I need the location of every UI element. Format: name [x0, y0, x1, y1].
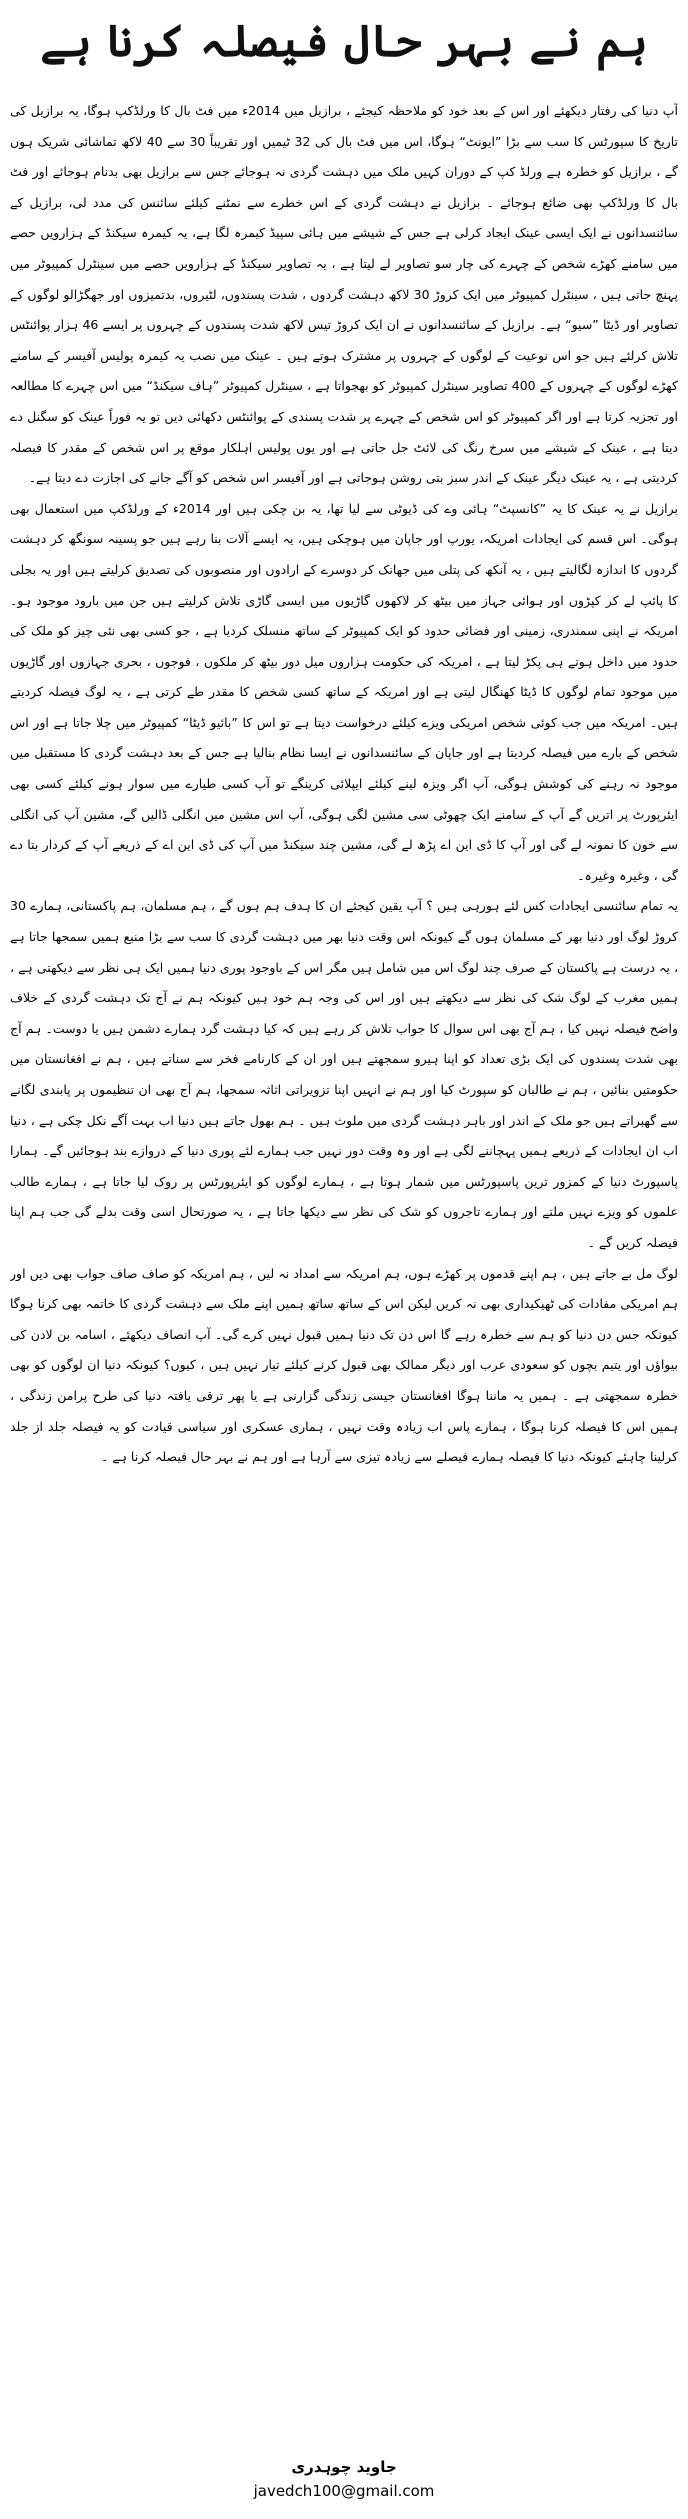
article-paragraph: برازیل نے یہ عینک کا یہ ”کانسپٹ“ ہائی وے کی ڈیوٹی سے لیا تھا، یہ بن چکی ہیں اور 2014ء کے ورلڈکپ میں استعمال بھی ہوگی۔ اس قسم کی ایجادات امریکہ، یورپ اور جاپان میں ہوچکی ہیں، یہ ایسے آلات بنا رہے ہیں جو پسینہ سونگھ کر دہشت گردوں کا اندازہ لگالیتے ہیں ، یہ آنکھ کی پتلی میں جھانک کر دوسرے کے ارادوں اور منصوبوں کی تصدیق کرلیتے ہیں اور یہ بجلی کا پائپ لے کر کپڑوں اور ہوائی جہاز میں بیٹھ کر لاکھوں گاڑیوں میں ایسی گاڑی تلاش کرلیتے ہیں جن میں بارود موجود ہو۔ امریکہ نے اپنی سمندری، زمینی اور فضائی حدود کو ایک کمپیوٹر کے ساتھ منسلک کردیا ہے ، جو کسی بھی نئی چیز کو ملک کی حدود میں داخل ہوتے ہی پکڑ لیتا ہے ، امریکہ کی حکومت ہزاروں میل دور بیٹھ کر ملکوں ، فوجوں ، بحری جہازوں اور گاڑیوں میں موجود تمام لوگوں کا ڈیٹا کھنگال لیتی ہے اور امریکہ کے ساتھ کسی شخص کا مقدر طے کرتی ہے ، یہ لوگ فیصلہ کردیتے ہیں۔ امریکہ میں جب کوئی شخص امریکی ویزے کیلئے درخواست دیتا ہے تو اس کا ”بائیو ڈیٹا“ کمپیوٹر میں چلا جاتا ہے اور اس شخص کے بارے میں فیصلہ کردیتا ہے اور جاپان کے سائنسدانوں نے ایسا نظام بنالیا ہے جس کے بعد دہشت گردی کا مستقبل میں موجود نہ رہنے کی کوشش ہوگی، آپ اگر ویزہ لینے کیلئے ایپلائی کرینگے تو آپ کسی طیارے میں سوار ہونے کیلئے کسی بھی ایئرپورٹ پر اتریں گے آپ کے سامنے ایک چھوٹی سی مشین لگی ہوگی، آپ اس مشین میں انگلی ڈالیں گے، مشین آپ کی انگلی سے خون کا نمونہ لے گی اور آپ کا ڈی این اے پڑھ لے گی، مشین چند سیکنڈ میں آپ کی ڈی این اے کے ذریعے آپ کے کردار بتا دے گی ، وغیرہ وغیرہ۔ [10, 500, 678, 883]
headline: ہم نے بہر حال فیصلہ کرنا ہے [40, 15, 648, 67]
article-paragraph: لوگ مل بے جاتے ہیں ، ہم اپنے قدموں پر کھڑے ہوں، ہم امریکہ سے امداد نہ لیں ، ہم امریکہ کو صاف صاف جواب بھی دیں اور ہم امریکی مفادات کی ٹھیکیداری بھی نہ کریں لیکن اس کے ساتھ ساتھ ہمیں اپنے ملک سے دہشت گردی کا خاتمہ بھی کرنا ہوگا کیونکہ جس دن دنیا کو ہم سے خطرہ رہے گا اس دن تک دنیا ہمیں قبول نہیں کرے گی۔ آپ انصاف دیکھئے ، اسامہ بن لادن کی بیواؤں اور یتیم بچوں کو سعودی عرب اور دیگر ممالک بھی قبول کرنے کیلئے تیار نہیں ہیں ، کیوں؟ کیونکہ دنیا ان لوگوں کو بھی خطرہ سمجھتی ہے ۔ ہمیں یہ ماننا ہوگا افغانستان جیسی زندگی گزارنی ہے یا پھر ترقی یافتہ دنیا کی طرح پرامن زندگی ، ہمیں اس کا فیصلہ کرنا ہوگا ، ہمارے پاس اب زیادہ وقت نہیں ، ہماری عسکری اور سیاسی قیادت کو یہ فیصلہ جلد از جلد کرلینا چاہئے کیونکہ دنیا کا فیصلہ ہمارے فیصلے سے زیادہ تیزی سے آرہا ہے اور ہم نے بہر حال فیصلہ کرنا ہے ۔ [10, 1265, 678, 1465]
author-email[interactable]: javedch100@gmail.com [253, 2482, 435, 2500]
article-body [10, 96, 678, 2421]
article-paragraph: آپ دنیا کی رفتار دیکھئے اور اس کے بعد خود کو ملاحظہ کیجئے ، برازیل میں 2014ء میں فٹ بال کا ورلڈکپ ہوگا، یہ برازیل کی تاریخ کا سپورٹس کا سب سے بڑا ”ایونٹ“ ہوگا، اس میں فٹ بال کی 32 ٹیمیں اور تقریباً 30 سے 40 لاکھ تماشائی شریک ہوں گے ، برازیل کو خطرہ ہے ورلڈ کپ کے دوران کہیں ملک میں دہشت گردی نہ ہوجائے جس سے برازیل بھی بدنام ہوجائے اور فٹ بال کا ورلڈکپ بھی ضائع ہوجائے ۔ برازیل نے دہشت گردی کے اس خطرے سے نمٹنے کیلئے سائنس کی مدد لی، برازیل کے سائنسدانوں نے ایک ایسی عینک ایجاد کرلی ہے جس کے شیشے میں ہائی سپیڈ کیمرہ لگا ہے، یہ کیمرہ سیکنڈ کے ہزارویں حصے میں سامنے کھڑے شخص کے چہرے کی چار سو تصاویر لے لیتا ہے ، یہ تصاویر سیکنڈ کے ہزارویں حصے میں سینٹرل کمپیوٹر میں پہنچ جاتی ہیں ، سینٹرل کمپیوٹر میں ایک کروڑ 30 لاکھ دہشت گردوں ، شدت پسندوں، لٹیروں، بدتمیزوں اور جھگڑالو لوگوں کے تصاویر اور ڈیٹا ”سیو“ ہے۔ برازیل کے سائنسدانوں نے ان ایک کروڑ تیس لاکھ شدت پسندوں کے چہروں پر ایسے 46 ہزار پوائنٹس تلاش کرلئے ہیں جو اس نوعیت کے لوگوں کے چہروں پر مشترک ہوتے ہیں ۔ عینک میں نصب یہ کیمرہ پولیس آفیسر کے سامنے کھڑے لوگوں کے چہروں کے 400 تصاویر سینٹرل کمپیوٹر کو بھجواتا ہے ، سینٹرل کمپیوٹر ”ہاف سیکنڈ“ میں اس چہرے کا مطالعہ اور تجزیہ کرتا ہے اور اگر کمپیوٹر کو اس شخص کے چہرے پر شدت پسندی کے پوائنٹس دکھائی دیں تو یہ فوراً عینک کو سگنل دے دیتا ہے ، عینک کے شیشے میں سرخ رنگ کی لائٹ جل جاتی ہے اور یوں پولیس اہلکار موقع پر اس شخص کے مقدر کا فیصلہ کردیتی ہے ، یہ عینک دیگر عینک کے اندر سبز بتی روشن ہوجاتی ہے اور آفیسر اس شخص کو آگے جانے کی اجازت دے دیتا ہے۔ [10, 103, 678, 486]
author-byline: جاوید چوہدری [291, 2458, 397, 2476]
article-paragraph: یہ تمام سائنسی ایجادات کس لئے ہورہی ہیں ؟ آپ یقین کیجئے ان کا ہدف ہم ہوں گے ، ہم مسلمان، ہم پاکستانی، ہمارے 30 کروڑ لوگ اور دنیا بھر کے مسلمان ہوں گے کیونکہ اس وقت دنیا بھر میں دہشت گردی کا سب سے بڑا منبع ہمیں سمجھا جاتا ہے ، یہ درست ہے پاکستان کے صرف چند لوگ اس میں شامل ہیں مگر اس کے باوجود پوری دنیا ہمیں ایک ہی نظر سے دیکھتی ہے ، ہمیں مغرب کے لوگ شک کی نظر سے دیکھتے ہیں اور اس کی وجہ ہم خود ہیں کیونکہ ہم نے آج تک دہشت گردی کے خلاف واضح فیصلہ نہیں کیا ، ہم آج بھی اس سوال کا جواب تلاش کر رہے ہیں کہ کیا دہشت گرد ہمارے دشمن ہیں یا دوست۔ ہم آج بھی شدت پسندوں کی ایک بڑی تعداد کو اپنا ہیرو سمجھتے ہیں اور ان کے کارنامے فخر سے سناتے ہیں ، ہم نے افغانستان میں حکومتیں بنائیں ، ہم نے طالبان کو سپورٹ کیا اور ہم نے انہیں اپنا تزویراتی اثاثہ سمجھا، ہم آج بھی ان تنظیموں پر پابندی لگانے سے گھبراتے ہیں جو ملک کے اندر اور باہر دہشت گردی میں ملوث ہیں ۔ ہم بھول جاتے ہیں دنیا اب بہت آگے نکل چکی ہے ، دنیا اب ان ایجادات کے ذریعے ہمیں پہچاننے لگی ہے اور وہ وقت دور نہیں جب ہمارے لئے پوری دنیا کے دروازے بند ہوجائیں گے۔ ہمارا پاسپورٹ دنیا کے کمزور ترین پاسپورٹس میں شمار ہوتا ہے ، ہمارے لوگوں کو ایئرپورٹس پر روک لیا جاتا ہے ، ہمارے طالب علموں کو ویزے نہیں ملتے اور ہمارے تاجروں کو شک کی نظر سے دیکھا جاتا ہے ، یہ صورتحال اسی وقت بدلے گی جب ہم اپنا فیصلہ کریں گے ۔ [10, 898, 678, 1250]
